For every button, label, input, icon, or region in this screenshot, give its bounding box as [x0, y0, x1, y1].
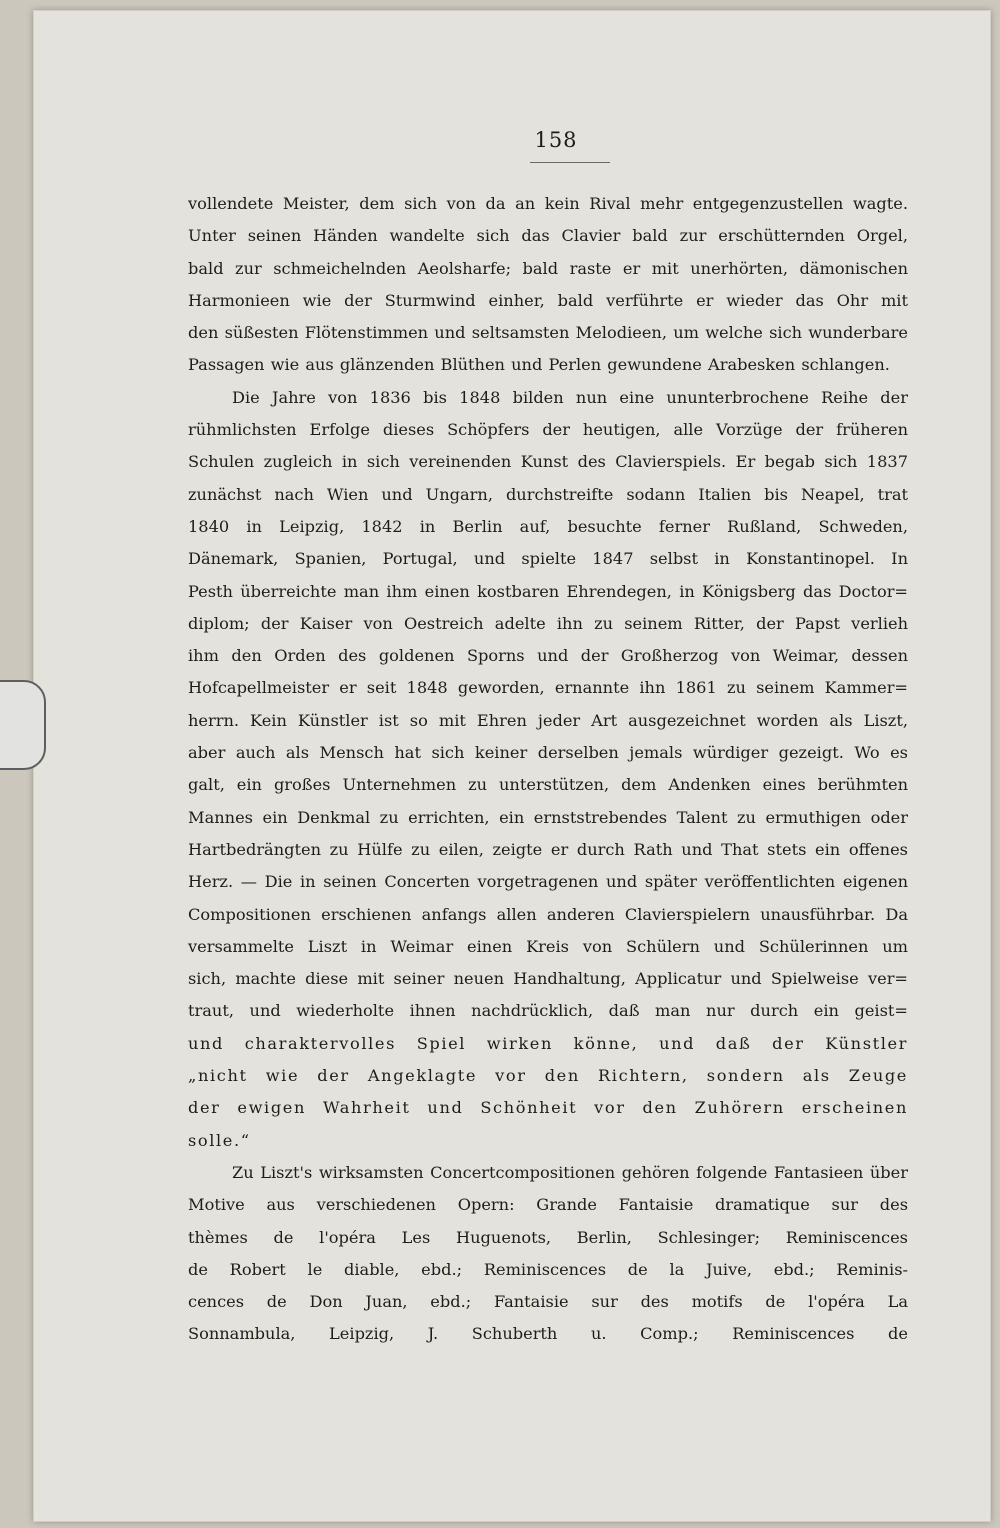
body-text: [188, 188, 908, 1351]
text-line: thèmes de l'opéra Les Huguenots, Berlin, Schlesinger; Reminiscences: [188, 1227, 908, 1247]
text-line: Sonnambula, Leipzig, J. Schuberth u. Comp.; Reminiscences de: [188, 1324, 908, 1344]
text-line: 1840 in Leipzig, 1842 in Berlin auf, besuchte ferner Rußland, Schweden,: [188, 516, 908, 536]
text-line: traut, und wiederholte ihnen nachdrücklich, daß man nur durch ein geist=: [188, 1001, 908, 1021]
text-line: vollendete Meister, dem sich von da an kein Rival mehr entgegenzustellen wagte.: [188, 194, 908, 213]
page-number: 158: [534, 128, 578, 152]
text-line: Hartbedrängten zu Hülfe zu eilen, zeigte er durch Rath und That stets ein offenes: [188, 839, 908, 859]
page-clip-tab: [0, 680, 46, 770]
text-line: solle.“: [188, 1130, 251, 1150]
text-line: cences de Don Juan, ebd.; Fantaisie sur des motifs de l'opéra La: [188, 1292, 908, 1312]
text-line: Motive aus verschiedenen Opern: Grande Fantaisie dramatique sur des: [188, 1195, 908, 1215]
text-line: aber auch als Mensch hat sich keiner derselben jemals würdiger gezeigt. Wo es: [188, 743, 908, 763]
text-line: Mannes ein Denkmal zu errichten, ein ernststrebendes Talent zu ermuthigen oder: [188, 807, 908, 827]
text-line: Pesth überreichte man ihm einen kostbaren Ehrendegen, in Königsberg das Doctor=: [188, 581, 908, 601]
text-line: rühmlichsten Erfolge dieses Schöpfers der heutigen, alle Vorzüge der früheren: [188, 420, 908, 440]
text-line: diplom; der Kaiser von Oestreich adelte ihn zu seinem Ritter, der Papst verlieh: [188, 613, 908, 633]
text-line: ihm den Orden des goldenen Sporns und der Großherzog von Weimar, dessen: [188, 646, 908, 666]
text-line: sich, machte diese mit seiner neuen Handhaltung, Applicatur und Spielweise ver=: [188, 969, 908, 989]
text-line: Die Jahre von 1836 bis 1848 bilden nun eine ununterbrochene Reihe der: [232, 387, 908, 407]
page-number-rule: [530, 162, 610, 163]
text-line: der ewigen Wahrheit und Schönheit vor den Zuhörern erscheinen: [188, 1098, 908, 1118]
text-line: herrn. Kein Künstler ist so mit Ehren jeder Art ausgezeichnet worden als Liszt,: [188, 710, 908, 730]
text-line: Hofcapellmeister er seit 1848 geworden, ernannte ihn 1861 zu seinem Kammer=: [188, 678, 908, 698]
text-line: zunächst nach Wien und Ungarn, durchstreifte sodann Italien bis Neapel, trat: [188, 484, 908, 504]
text-line: Passagen wie aus glänzenden Blüthen und Perlen gewundene Arabesken schlangen.: [188, 355, 890, 375]
text-line: Zu Liszt's wirksamsten Concertcompositionen gehören folgende Fantasieen über: [232, 1162, 908, 1182]
text-line: versammelte Liszt in Weimar einen Kreis von Schülern und Schülerinnen um: [188, 936, 908, 956]
text-line: und charaktervolles Spiel wirken könne, und daß der Künstler: [188, 1033, 908, 1053]
text-line: Schulen zugleich in sich vereinenden Kunst des Clavierspiels. Er begab sich 1837: [188, 452, 908, 472]
text-line: Herz. — Die in seinen Concerten vorgetragenen und später veröffentlichten eigenen: [188, 872, 908, 892]
text-line: de Robert le diable, ebd.; Reminiscences de la Juive, ebd.; Reminis-: [188, 1259, 908, 1279]
text-line: Unter seinen Händen wandelte sich das Clavier bald zur erschütternden Orgel,: [188, 226, 908, 246]
text-line: den süßesten Flötenstimmen und seltsamsten Melodieen, um welche sich wunderbare: [188, 323, 908, 343]
text-line: Harmonieen wie der Sturmwind einher, bald verführte er wieder das Ohr mit: [188, 290, 908, 310]
text-line: Compositionen erschienen anfangs allen anderen Clavierspielern unausführbar. Da: [188, 904, 908, 924]
text-line: galt, ein großes Unternehmen zu unterstützen, dem Andenken eines berühmten: [188, 775, 908, 795]
text-line: Dänemark, Spanien, Portugal, und spielte 1847 selbst in Konstantinopel. In: [188, 549, 908, 569]
text-line: bald zur schmeichelnden Aeolsharfe; bald raste er mit unerhörten, dämonischen: [188, 258, 908, 278]
text-line: „nicht wie der Angeklagte vor den Richtern, sondern als Zeuge: [188, 1066, 908, 1086]
